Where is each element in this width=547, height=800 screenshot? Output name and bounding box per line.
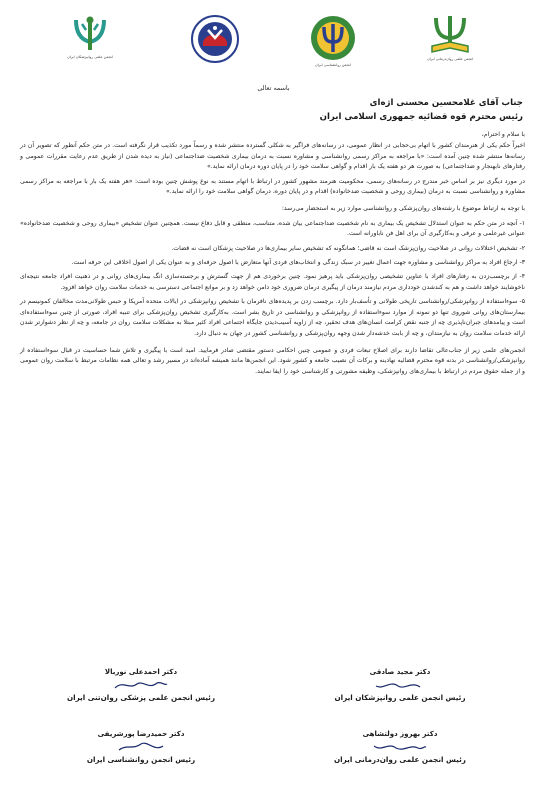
handwritten-signature [305,678,495,692]
psi-emblem-icon [309,14,357,62]
signature-block [46,667,236,704]
numbered-point: ۱- آنچه در متن حکم به عنوان استدلال تشخیص یک بیماری به نام شخصیت ضداجتماعی بیان شده، متناسب، منطقی و قابل دفاع نیست. همچنین عنوان تشخیص «بیماری روحی و شخصیت ضدخانواده» عنوانی غیرعلمی و عرفی و به‌کارگیری آن برای اهل فن ناباورانه است. [20,219,525,238]
signatory-name: دکتر احمدعلی نوربالا [104,668,178,676]
closing-paragraph: انجمن‌های علمی زیر از جناب‌عالی تقاضا دارند برای اصلاح تبعات فردی و عمومی چنین احکامی دستور مقتضی صادر فرمایید. امید است با پیگیری و تلاش شما حساسیت در قبال سوءاستفاده از روانپزشکی/روانشناسی در بدنه قوه محترم قضائیه نهادینه و برکات آن نصیب جامعه و کشور شود. این انجمن‌ها مانند همیشه آماده‌اند در مسیر رشد و تعالی همه نظامات مرتبط با سلامت روان عمومی و از جمله حقوق مردم در ارتباط با بیماری‌های روانپزشکی، وظیفه مشورتی و کارشناسی خود را ایفا نمایند. [20,346,525,375]
signatory-title: رئیس انجمن روانشناسی ایران [86,755,196,764]
handwritten-signature [46,678,236,692]
numbered-point: ۳- ارجاع افراد به مراکز روانشناسی و مشاوره جهت اعمال تغییر در سبک زندگی و انتخاب‌های فردی آنها متعارض با اصول حرفه‌ای و به عنوان یکی از اصول اخلاقی این حرفه است. [71,259,525,267]
signatory-title: رئیس انجمن علمی روان‌درمانی ایران [334,755,466,764]
body-paragraph: با توجه به ارتباط موضوع با رشته‌های روان‌پزشکی و روانشناسی موارد زیر به استحضار می‌رسد: [281,205,525,213]
signatory-name: دکتر حمیدرضا پورشریفی [97,730,185,738]
logo-caption: انجمن علمی روان‌درمانی ایران [426,57,474,61]
iranian-psychiatric-association-emblem [185,14,245,72]
handwritten-signature [305,740,495,754]
signatory-name: دکتر بهروز دولتشاهی [362,730,438,738]
psi-book-emblem-icon [426,14,474,56]
signature-block [305,667,495,704]
logo-caption: انجمن علمی روانپزشکان ایران [67,55,113,59]
numbered-point: ۴- از برچسب‌زدن به رفتارهای افراد با عناوین تشخیصی روان‌پزشکی باید پرهیز نمود. چنین برخوردی هم از جهت گسترش و برجسته‌سازی انگ بیماری‌های روانی و در ذهنیت افراد جامعه نتیجه‌ای ناخوشایند خواهد داشت و هم به کندشدن خودداری مردم نیازمند درمان از پیگیری درمان ضروری خود دامن خواهد زد و بر موانع اجتماعی دسترسی به خدمات سلامت روان خواهد افزود. [20,273,525,291]
addressee-name: جناب آقای غلامحسین محسنی اژه‌ای [369,98,523,108]
body-paragraph: اخیراً حکم یکی از هنرمندان کشور با اتهام بی‌حجابی در انظار عمومی، در رسانه‌های فراگیر به شکلی گسترده منتشر شده و رسماً مورد تکذیب قرار نگرفته است. در متن حکم آنطور که تصویر آن در رسانه‌ها منتشر شده چنین آمده است: «با مراجعه به مراکز رسمی روانشناسی و مشاوره نسبت به درمان بیماری شخصیت ضداجتماعی (نیاز به دیده شدن از طریق عدم رعایت مقررات عمومی و رفتارهای نابهنجار و ضداجتماعی) به صورت هر دو هفته یک بار اقدام و گواهی سلامت خود را در پایان دوره درمان ارائه نماید.» [20,142,525,171]
iranian-psychological-association-logo [303,14,363,72]
iranian-scientific-association-of-psychiatry-logo [60,14,120,72]
numbered-point: ۲- تشخیص اختلالات روانی در صلاحیت روان‌پزشک است نه قاضی؛ همانگونه که تشخیص سایر بیماری‌ها در صلاحیت پزشکان است نه قضات. [171,244,525,252]
round-psychiatry-emblem-icon [190,14,240,64]
signatory-name: دکتر مجید صادقی [369,668,431,676]
psychiatry-association-emblem-icon [68,14,112,54]
letter-body [20,130,525,381]
handwritten-signature [46,740,236,754]
logo-caption: انجمن روانشناسی ایران [315,63,351,67]
addressee-title: رئیس محترم قوه قضائیه جمهوری اسلامی ایران [319,112,523,122]
signatory-title: رئیس انجمن علمی روانپزشکان ایران [334,693,466,702]
signatory-title: رئیس انجمن علمی پزشکی روان‌تنی ایران [66,693,216,702]
invocation: باسمه تعالی [257,84,290,92]
signature-block [305,729,495,766]
logo-row [0,14,547,72]
signature-block [46,729,236,766]
greeting: با سلام و احترام، [481,131,525,138]
iranian-psychotherapy-association-logo [420,14,480,72]
body-paragraph: در مورد دیگری نیز بر اساس خبر مندرج در رسانه‌های رسمی، محکومیت هنرمند مشهور کشور در ارتباط با اتهام مستند به نوع پوشش چنین بوده است: «هر هفته یک بار با مراجعه به مراکز رسمی مشاوره و روانشناسی نسبت به درمان (بیماری روحی و شخصیت ضدخانواده) اقدام و در پایان دوره، درمان گواهی سلامت خود را ارائه نماید.» [20,177,525,196]
numbered-point: ۵- سوءاستفاده از روانپزشکی/روانشناسی تاریخی طولانی و تأسف‌بار دارد. برچسب زدن بر پدیده‌های نافرمان با تشخیص روانپزشکی در ایالات متحده آمریکا و حبس طولانی‌مدت مخالفان کمونیسم در بیمارستان‌های روانی شوروی تنها دو نمونه از موارد سوءاستفاده از روانپزشکی و روانشناسی در تاریخ بشر است. به‌کارگیری تشخیص روان‌پزشکی برای تنبیه افراد، صورتی از چنین سوءاستفاده‌ای است و پیامدهای جبران‌ناپذیری چه از جنبه نقض کرامت انسان‌های هدف تحقیر، چه از زاویه آسیب‌دیدن جایگاه اجتماعی افراد کثیر مبتلا به مشکلات سلامت روان در جامعه، و چه از نظر دشوارتر شدن ارائه خدمات سلامت روان به نیازمندان، و چه از بابت خدشه‌دار شدن وجهه روان‌پزشکی و روانشناسی کشور در جهان به دنبال دارد. [20,298,525,337]
